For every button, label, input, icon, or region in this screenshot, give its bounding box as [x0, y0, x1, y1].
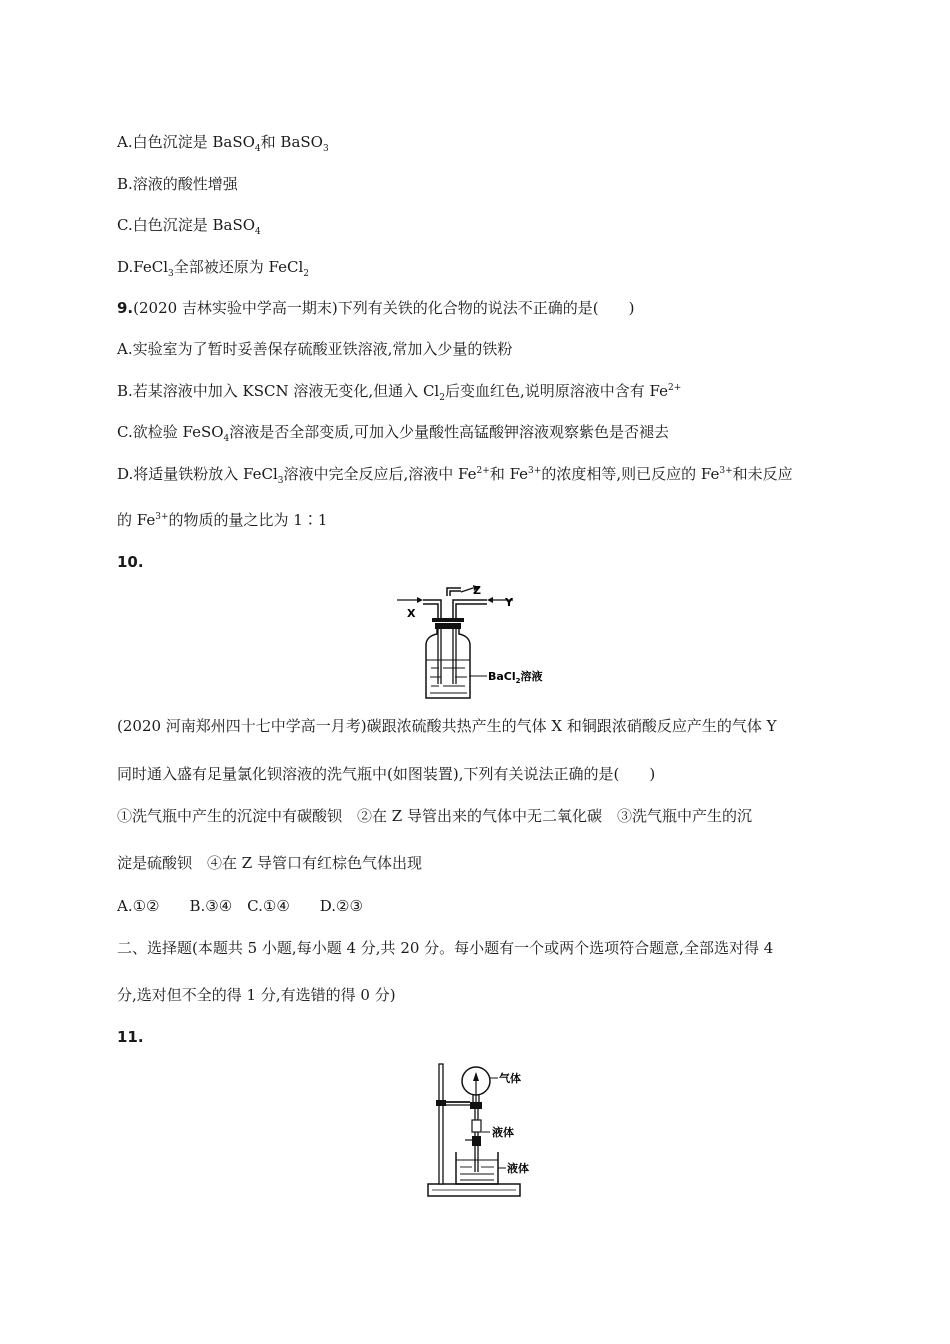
section2-heading-line1: 二、选择题(本题共 5 小题,每小题 4 分,共 20 分。每小题有一个或两个选项符合题意,全部选对得 4	[117, 939, 774, 957]
q9-option-d-line2: 的 $Fe^{3+}$的物质的量之比为 1∶1	[117, 511, 328, 529]
label-z: Z	[473, 584, 481, 597]
label-y: Y	[505, 596, 513, 609]
q9-number: 9.	[117, 299, 134, 317]
q10-options: A.①② B.③④ C.①④ D.②③	[117, 897, 363, 915]
bottle-outline	[426, 629, 470, 698]
q10-statements-line1: ①洗气瓶中产生的沉淀中有碳酸钡 ②在 Z 导管出来的气体中无二氧化碳 ③洗气瓶中产生的沉	[117, 807, 752, 825]
label-bacl2-solution: BaCl$_2$溶液	[488, 670, 543, 685]
label-x: X	[407, 607, 416, 620]
q10-stem-line2: 同时通入盛有足量氯化钡溶液的洗气瓶中(如图装置),下列有关说法正确的是( )	[117, 765, 656, 783]
label-liquid-beaker: 液体	[507, 1162, 529, 1175]
q9-option-d-line1: D.将适量铁粉放入 FeCl$_3$溶液中完全反应后,溶液中 $Fe^{2+}$和 $Fe^{3+}$的浓度相等,则已反应的 $Fe^{3+}$和未反应	[117, 465, 793, 486]
q11-number: 11.	[117, 1028, 144, 1046]
q10-statements-line2: 淀是硫酸钡 ④在 Z 导管口有红棕色气体出现	[117, 854, 422, 872]
fountain-apparatus-figure	[420, 1060, 540, 1205]
arrow-z-out	[461, 588, 473, 592]
gas-washing-bottle-figure	[395, 582, 560, 702]
q10-stem-line1: (2020 河南郑州四十七中学高一月考)碳跟浓硫酸共热产生的气体 X 和铜跟浓硝酸反应产生的气体 Y	[117, 717, 777, 735]
q9-stem: 9.(2020 吉林实验中学高一期末)下列有关铁的化合物的说法不正确的是( )	[117, 299, 635, 317]
q9-option-a: A.实验室为了暂时妥善保存硫酸亚铁溶液,常加入少量的铁粉	[117, 340, 513, 358]
q8-option-c: C.白色沉淀是 BaSO$_4$	[117, 216, 261, 237]
stand-rod	[439, 1064, 443, 1184]
arrow-x-head	[417, 597, 423, 603]
section2-heading-line2: 分,选对但不全的得 1 分,有选错的得 0 分)	[117, 986, 396, 1004]
label-liquid-dropper: 液体	[492, 1126, 514, 1139]
q10-number: 10.	[117, 553, 144, 571]
q8-option-b: B.溶液的酸性增强	[117, 175, 238, 193]
q8-option-a: A.白色沉淀是 BaSO$_4$和 BaSO$_3$	[117, 133, 329, 154]
q9-option-c: C.欲检验 FeSO$_4$溶液是否全部变质,可加入少量酸性高锰酸钾溶液观察紫色是否褪去	[117, 423, 670, 444]
beaker	[456, 1152, 498, 1184]
label-gas: 气体	[499, 1072, 521, 1085]
q9-option-b: B.若某溶液中加入 KSCN 溶液无变化,但通入 $Cl_2$后变血红色,说明原溶液中含有 $Fe^{2+}$	[117, 382, 682, 403]
arrow-y-head	[487, 597, 493, 603]
q8-option-d: D.FeCl$_3$全部被还原为 FeCl$_2$	[117, 258, 309, 279]
